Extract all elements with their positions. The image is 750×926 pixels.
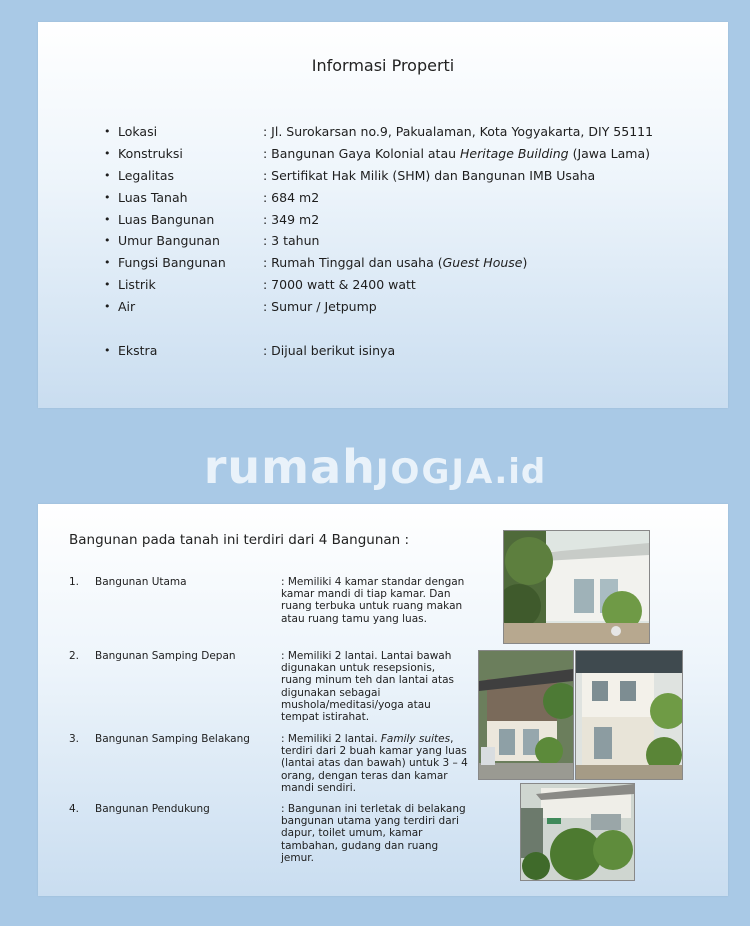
bullet: • xyxy=(104,212,111,226)
property-value: : Dijual berikut isinya xyxy=(263,342,396,358)
property-value: : 684 m2 xyxy=(263,189,320,205)
value-text: : Rumah Tinggal dan usaha ( xyxy=(263,255,443,271)
bullet: • xyxy=(104,190,111,204)
property-row-legalitas xyxy=(104,165,714,187)
value-text: : Bangunan Gaya Kolonial atau xyxy=(263,146,461,162)
property-label: Luas Bangunan xyxy=(118,211,215,227)
building-description xyxy=(281,733,469,794)
value-text: ) xyxy=(522,255,528,271)
property-label: Legalitas xyxy=(118,167,175,183)
property-label: Luas Tanah xyxy=(118,189,188,205)
bullet: • xyxy=(104,299,111,313)
bullet: • xyxy=(104,343,111,357)
property-label: Ekstra xyxy=(118,342,158,358)
desc-text: : Memiliki 2 lantai. xyxy=(281,733,381,745)
building-name: Bangunan Utama xyxy=(95,576,187,588)
value-italic: Heritage Building xyxy=(460,146,569,162)
property-label: Lokasi xyxy=(118,124,158,140)
property-info-slide xyxy=(38,22,728,408)
property-row-air xyxy=(104,295,714,317)
watermark-id: .id xyxy=(494,452,547,492)
bullet: • xyxy=(104,277,111,291)
building-name: Bangunan Samping Depan xyxy=(95,650,236,662)
value-text: (Jawa Lama) xyxy=(568,146,650,162)
building-number: 2. xyxy=(69,650,80,662)
property-value: : 3 tahun xyxy=(263,233,320,249)
photo-side-front-building xyxy=(478,650,574,780)
building-description: : Memiliki 2 lantai. Lantai bawah digunakan untuk resepsionis, ruang minum teh dan lantai atas digunakan sebagai mushola/meditasi/yoga atau tempat istirahat. xyxy=(281,650,455,724)
building-number: 3. xyxy=(69,733,80,745)
property-row-umur-bangunan xyxy=(104,230,714,252)
property-value: : 349 m2 xyxy=(263,211,320,227)
property-label: Air xyxy=(118,298,136,314)
watermark-rumah: rumah xyxy=(203,440,376,494)
property-row-luas-tanah xyxy=(104,186,714,208)
property-value xyxy=(263,146,650,161)
photo-main-building xyxy=(503,530,650,644)
property-value: : 7000 watt & 2400 watt xyxy=(263,276,416,292)
building-number: 1. xyxy=(69,576,80,588)
property-label: Umur Bangunan xyxy=(118,233,220,249)
watermark-jogja: JOGJA xyxy=(375,452,495,492)
property-label: Fungsi Bangunan xyxy=(118,255,226,271)
slide-title: Informasi Properti xyxy=(311,56,455,75)
property-row-fungsi-bangunan xyxy=(104,252,714,274)
building-number: 4. xyxy=(69,803,80,815)
desc-italic: Family suites xyxy=(380,733,451,745)
building-name: Bangunan Samping Belakang xyxy=(95,733,250,745)
buildings-slide xyxy=(38,504,728,896)
photo-supporting-building xyxy=(520,783,635,881)
property-row-listrik xyxy=(104,274,714,296)
photo-side-back-building xyxy=(575,650,683,780)
property-list xyxy=(104,121,714,361)
property-label: Konstruksi xyxy=(118,146,183,162)
property-label: Listrik xyxy=(118,276,156,292)
property-row-luas-bangunan xyxy=(104,208,714,230)
property-value xyxy=(263,255,527,270)
property-row-konstruksi xyxy=(104,143,714,165)
bullet: • xyxy=(104,125,111,139)
property-row-ekstra xyxy=(104,339,714,361)
bullet: • xyxy=(104,234,111,248)
slide-title: Bangunan pada tanah ini terdiri dari 4 Bangunan : xyxy=(69,532,410,548)
property-value: : Sumur / Jetpump xyxy=(263,298,377,314)
bullet: • xyxy=(104,256,111,270)
desc-text: , terdiri dari 2 buah kamar yang luas (lantai atas dan bawah) untuk 3 – 4 orang, dengan teras dan kamar mandi sendiri. xyxy=(281,733,468,794)
value-italic: Guest House xyxy=(442,255,523,271)
building-description: : Bangunan ini terletak di belakang bangunan utama yang terdiri dari dapur, toilet umum, kamar tambahan, gudang dan ruang jemur. xyxy=(281,803,466,864)
building-description: : Memiliki 4 kamar standar dengan kamar mandi di tiap kamar. Dan ruang terbuka untuk ruang makan atau ruang tamu yang luas. xyxy=(281,576,465,625)
bullet: • xyxy=(104,147,111,161)
watermark-logo xyxy=(0,440,750,494)
property-row-lokasi xyxy=(104,121,714,143)
bullet: • xyxy=(104,168,111,182)
property-value: : Sertifikat Hak Milik (SHM) dan Bangunan IMB Usaha xyxy=(263,167,596,183)
property-value: : Jl. Surokarsan no.9, Pakualaman, Kota Yogyakarta, DIY 55111 xyxy=(263,124,654,140)
building-name: Bangunan Pendukung xyxy=(95,803,210,815)
